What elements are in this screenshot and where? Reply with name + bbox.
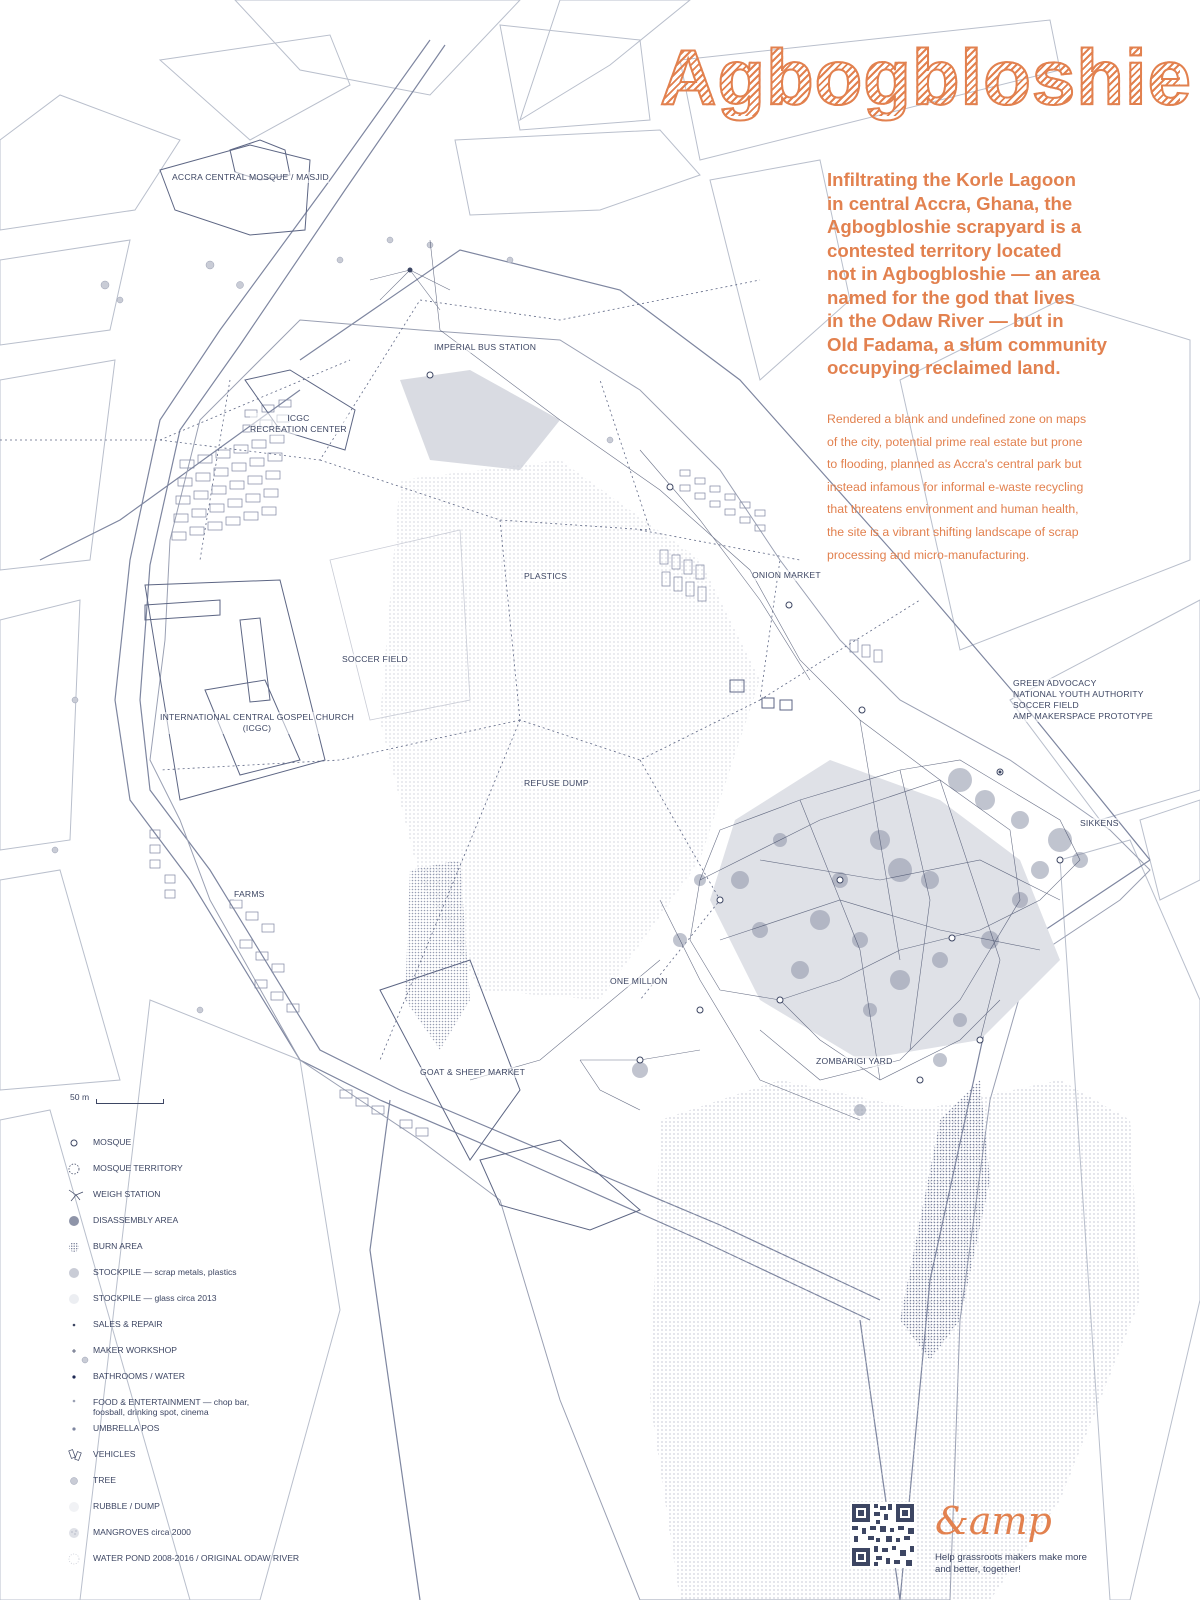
label-plastics: PLASTICS bbox=[524, 571, 568, 581]
label-onion-market: ONION MARKET bbox=[752, 570, 821, 580]
label-sikkens: SIKKENS bbox=[1080, 818, 1119, 828]
label-refuse-dump: REFUSE DUMP bbox=[524, 778, 589, 788]
legend-label: WATER POND 2008-2016 / ORIGINAL ODAW RIVER bbox=[93, 1553, 300, 1563]
stockpile-glass-icon bbox=[68, 1292, 84, 1306]
label-farms: FARMS bbox=[234, 889, 265, 899]
legend-item bbox=[68, 1318, 308, 1338]
description-line: processing and micro-manufacturing. bbox=[827, 547, 1030, 562]
stockpile-top bbox=[400, 370, 560, 470]
description-line: Rendered a blank and undefined zone on maps bbox=[827, 412, 1087, 426]
tree-icon bbox=[68, 1474, 84, 1488]
rubble-dump-icon bbox=[68, 1500, 84, 1514]
description-line: that threatens environment and human health, bbox=[827, 502, 1079, 517]
description-line: instead infamous for informal e-waste recycling bbox=[827, 479, 1084, 494]
description-paragraph bbox=[827, 408, 1147, 566]
label-goat-sheep-market: GOAT & SHEEP MARKET bbox=[420, 1067, 526, 1077]
legend-label: VEHICLES bbox=[93, 1449, 136, 1459]
legend-label: STOCKPILE — scrap metals, plastics bbox=[93, 1267, 237, 1277]
legend-item bbox=[68, 1396, 308, 1416]
intro-line: not in Agbogbloshie — an area bbox=[827, 263, 1101, 284]
amp-logo: &amp bbox=[935, 1499, 1052, 1543]
label-recreation-center: ICGC RECREATION CENTER bbox=[250, 413, 347, 434]
sales-repair-icon bbox=[68, 1318, 84, 1332]
label-bus-station: IMPERIAL BUS STATION bbox=[434, 342, 537, 352]
legend-item bbox=[68, 1448, 308, 1468]
legend-label: MOSQUE bbox=[93, 1137, 132, 1147]
bathrooms-water-icon bbox=[68, 1370, 84, 1384]
label-one-million: ONE MILLION bbox=[610, 976, 668, 986]
label-green-advocacy: GREEN ADVOCACY NATIONAL YOUTH AUTHORITY SOCCER FIELD AMP MAKERSPACE PROTOTYPE bbox=[1013, 678, 1153, 721]
legend-item bbox=[68, 1214, 308, 1234]
intro-line: in the Odaw River — but in bbox=[827, 310, 1064, 331]
legend-item bbox=[68, 1188, 308, 1208]
mangroves-icon bbox=[68, 1526, 84, 1540]
legend-label: MOSQUE TERRITORY bbox=[93, 1163, 183, 1173]
legend-item bbox=[68, 1240, 308, 1260]
burn-area-icon bbox=[68, 1240, 84, 1254]
legend-label: STOCKPILE — glass circa 2013 bbox=[93, 1293, 217, 1303]
scale-label: 50 m bbox=[70, 1092, 90, 1102]
tagline: Help grassroots makers make more and better, together! bbox=[935, 1552, 1087, 1575]
intro-line: Old Fadama, a slum community bbox=[827, 333, 1108, 355]
mosque-icon bbox=[68, 1136, 84, 1150]
legend-item bbox=[68, 1552, 308, 1572]
intro-line: Infiltrating the Korle Lagoon bbox=[827, 169, 1076, 190]
legend-item bbox=[68, 1292, 308, 1312]
legend-label: WEIGH STATION bbox=[93, 1189, 161, 1199]
legend-label: MAKER WORKSHOP bbox=[93, 1345, 178, 1355]
intro-line: in central Accra, Ghana, the bbox=[827, 192, 1073, 214]
description-line: the site is a vibrant shifting landscape of scrap bbox=[827, 524, 1079, 539]
intro-line: named for the god that lives bbox=[827, 286, 1075, 308]
intro-line: Agbogbloshie scrapyard is a bbox=[827, 216, 1082, 237]
weigh-station-icon bbox=[68, 1188, 84, 1202]
water-pond-icon bbox=[68, 1552, 84, 1566]
legend-item bbox=[68, 1266, 308, 1286]
legend-item bbox=[68, 1136, 308, 1156]
stockpile-scrap-icon bbox=[68, 1266, 84, 1280]
qr-code-icon[interactable] bbox=[850, 1502, 916, 1568]
vehicles-icon bbox=[68, 1448, 84, 1462]
label-zombarigi-yard: ZOMBARIGI YARD bbox=[816, 1056, 893, 1066]
label-soccer-field: SOCCER FIELD bbox=[342, 654, 408, 664]
legend-item bbox=[68, 1500, 308, 1520]
legend-label: UMBRELLA POS bbox=[93, 1423, 160, 1433]
legend-item bbox=[68, 1370, 308, 1390]
legend-label: FOOD & ENTERTAINMENT — chop bar, foosball, drinking spot, cinema bbox=[93, 1397, 250, 1417]
legend-label: DISASSEMBLY AREA bbox=[93, 1215, 179, 1225]
label-church: INTERNATIONAL CENTRAL GOSPEL CHURCH (ICGC) bbox=[160, 712, 355, 733]
umbrella-pos-icon bbox=[68, 1422, 84, 1436]
legend-label: TREE bbox=[93, 1475, 116, 1485]
maker-workshop-icon bbox=[68, 1344, 84, 1358]
legend-label: SALES & REPAIR bbox=[93, 1319, 163, 1329]
burn-area bbox=[405, 860, 470, 1050]
legend-item bbox=[68, 1474, 308, 1494]
legend-label: MANGROVES circa 2000 bbox=[93, 1527, 191, 1537]
intro-line: occupying reclaimed land. bbox=[827, 357, 1061, 378]
legend-label: RUBBLE / DUMP bbox=[93, 1501, 160, 1511]
legend-item bbox=[68, 1526, 308, 1546]
legend-label: BURN AREA bbox=[93, 1241, 143, 1251]
mosque-territory-icon bbox=[68, 1162, 84, 1176]
legend-item bbox=[68, 1422, 308, 1442]
label-mosque: ACCRA CENTRAL MOSQUE / MASJID bbox=[172, 172, 329, 182]
legend-item bbox=[68, 1162, 308, 1182]
disassembly-area-icon bbox=[68, 1214, 84, 1228]
legend-item bbox=[68, 1344, 308, 1364]
intro-line: contested territory located bbox=[827, 239, 1062, 261]
scale-bar bbox=[96, 1099, 164, 1104]
food-entertainment-icon bbox=[68, 1396, 84, 1410]
legend-label: BATHROOMS / WATER bbox=[93, 1371, 185, 1381]
stockpile-right bbox=[710, 760, 1060, 1060]
description-line: of the city, potential prime real estate but prone bbox=[827, 434, 1083, 449]
intro-paragraph bbox=[827, 168, 1157, 380]
description-line: to flooding, planned as Accra's central park but bbox=[827, 457, 1082, 472]
poster-title: Agbogbloshie bbox=[660, 33, 1192, 121]
